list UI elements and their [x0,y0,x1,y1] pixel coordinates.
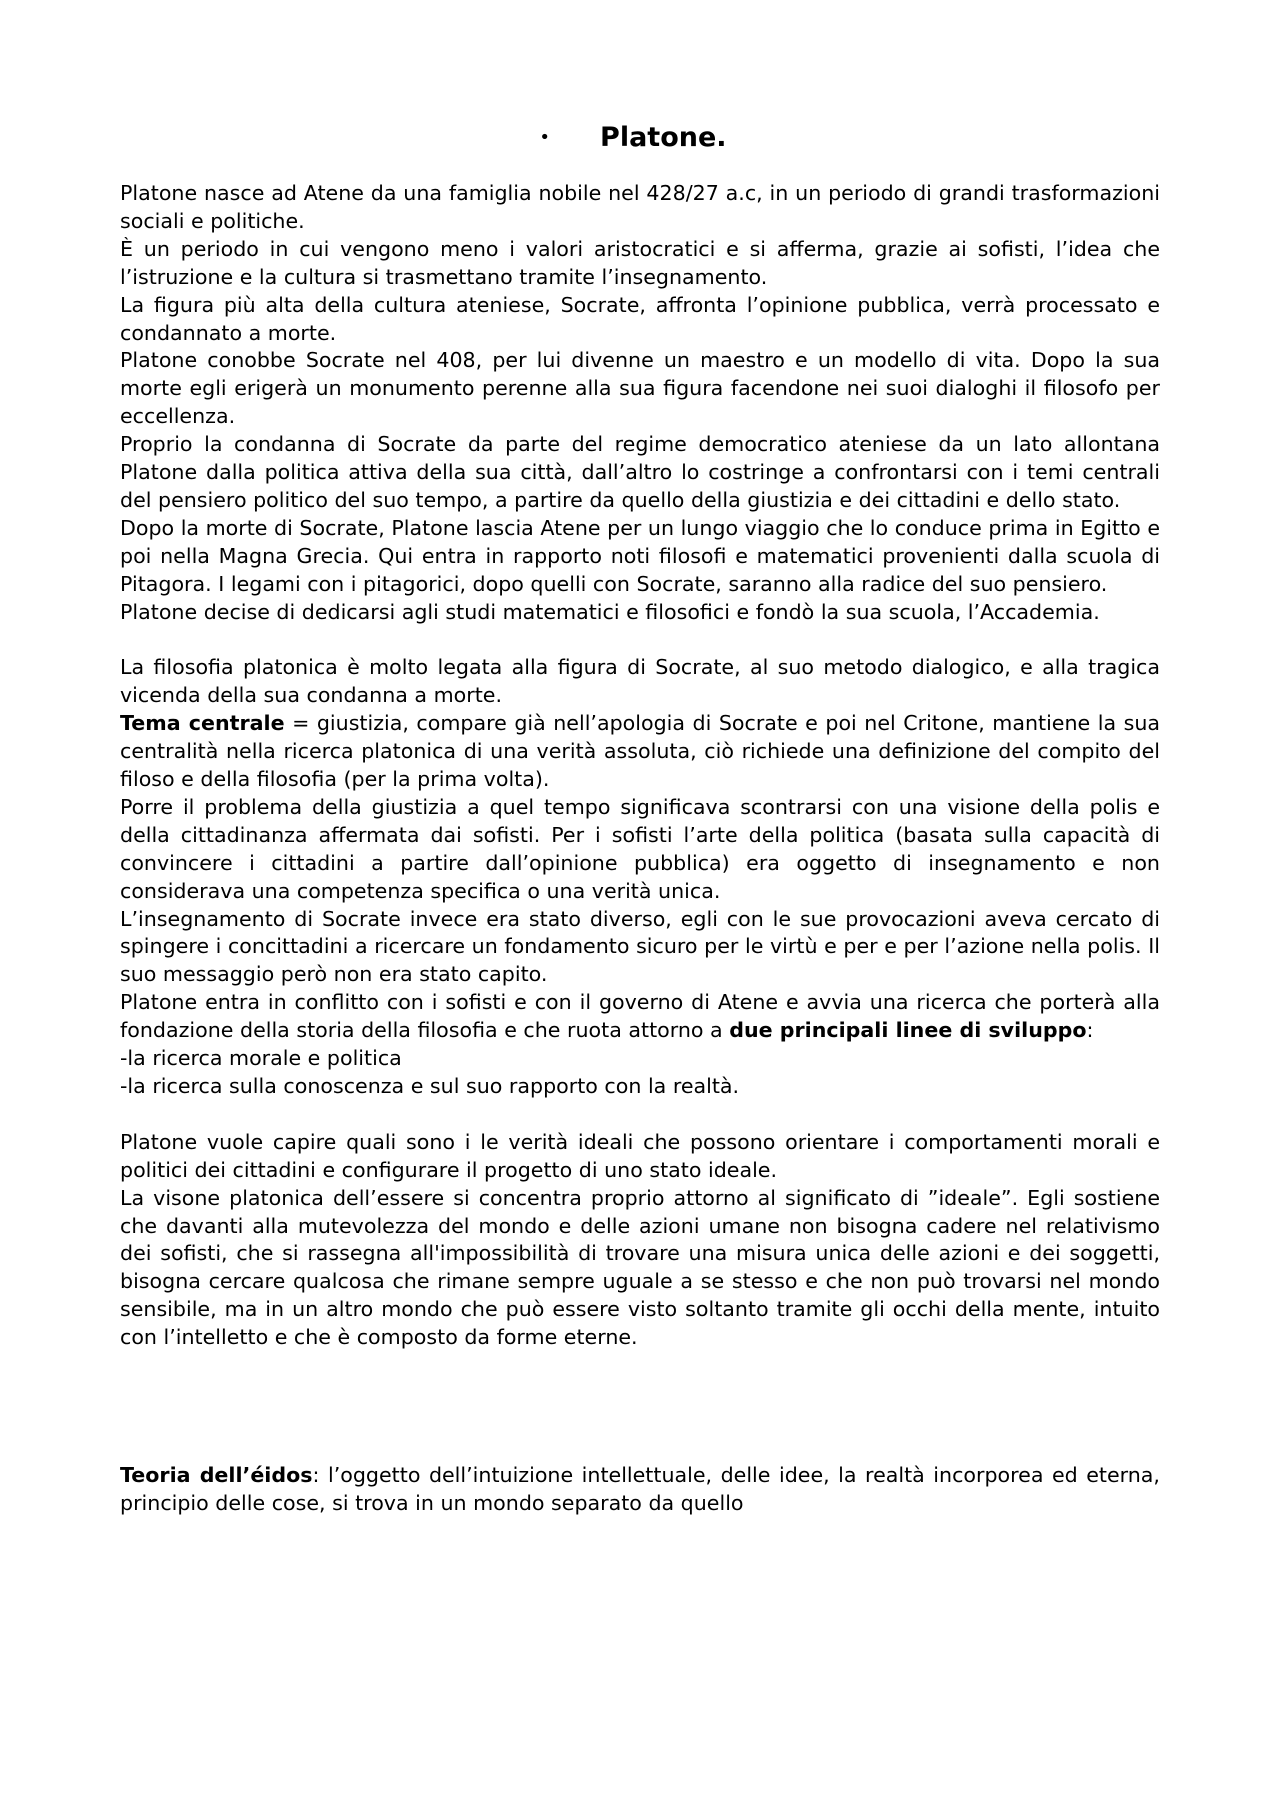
paragraph: È un periodo in cui vengono meno i valori aristocratici e si afferma, grazie ai sofisti, l’idea che l’istruzione e la cultura si trasmettano tramite l’insegnamento. [120,236,1160,289]
paragraph: Platone nasce ad Atene da una famiglia nobile nel 428/27 a.c, in un periodo di grandi trasformazioni sociali e politiche. [120,181,1160,233]
paragraph: La visone platonica dell’essere si concentra proprio attorno al significato di ”ideale”. Egli sostiene che davanti alla mutevolezza del mondo e delle azioni umane non bisogna cadere nel relativismo dei sofisti, che si rassegna all'impossibilità di trovare una misura unica delle azioni e dei soggetti, bisogna cercare qualcosa che rimane sempre uguale a se stesso e che non può trovarsi nel mondo sensibile, ma in un altro mondo che può essere visto soltanto tramite gli occhi della mente, intuito con l’intelletto e che è composto da forme eterne. [120,1185,1160,1350]
paragraph-text: : [1086,1018,1094,1043]
blank-line [120,627,1160,655]
list-item: -la ricerca morale e politica [120,1046,402,1071]
paragraph: La figura più alta della cultura ateniese, Socrate, affronta l’opinione pubblica, verrà processato e condannato a morte. [120,292,1160,345]
page-title [0,118,1280,161]
bold-term: Tema centrale [120,711,285,736]
paragraph [120,1462,1160,1518]
bullet-icon: • [539,127,551,148]
blank-line [120,1101,1160,1129]
paragraph-text: : l’oggetto dell’intuizione intellettuale, delle idee, la realtà incorporea ed eterna, principio delle cose, si trova in un mondo separato da quello [120,1463,1160,1515]
title-text: Platone. [600,122,727,153]
bold-term: Teoria dell’éidos [120,1463,313,1488]
paragraph-text: Platone entra in conflitto con i sofisti e con il governo di Atene e avvia una ricerca che porterà alla fondazione della storia della filosofia e che ruota attorno a [120,990,1160,1043]
paragraph: Platone decise di dedicarsi agli studi matematici e filosofici e fondò la sua scuola, l’Accademia. [120,599,1100,624]
paragraph [120,989,1160,1045]
paragraph: Platone conobbe Socrate nel 408, per lui divenne un maestro e un modello di vita. Dopo la sua morte egli erigerà un monumento perenne alla sua figura facendone nei suoi dialoghi il filosofo per eccellenza. [120,348,1160,429]
paragraph-text: = giustizia, compare già nell’apologia di Socrate e poi nel Critone, mantiene la sua centralità nella ricerca platonica di una verità assoluta, ciò richiede una definizione del compito del filoso e della filosofia (per la prima volta). [120,711,1160,792]
paragraph: La filosofia platonica è molto legata alla figura di Socrate, al suo metodo dialogico, e alla tragica vicenda della sua condanna a morte. [120,655,1160,708]
document-body [120,180,1160,1518]
paragraph: Porre il problema della giustizia a quel tempo significava scontrarsi con una visione della polis e della cittadinanza affermata dai sofisti. Per i sofisti l’arte della politica (basata sulla capacità di convincere i cittadini a partire dall’opinione pubblica) era oggetto di insegnamento e non considerava una competenza specifica o una verità unica. [120,794,1160,903]
paragraph: Dopo la morte di Socrate, Platone lascia Atene per un lungo viaggio che lo conduce prima in Egitto e poi nella Magna Grecia. Qui entra in rapporto noti filosofi e matematici provenienti dalla scuola di Pitagora. I legami con i pitagorici, dopo quelli con Socrate, saranno alla radice del suo pensiero. [120,515,1160,596]
bold-term: due principali linee di sviluppo [729,1018,1087,1043]
blank-space [120,1352,1160,1462]
paragraph: L’insegnamento di Socrate invece era stato diverso, egli con le sue provocazioni aveva cercato di spingere i concittadini a ricercare un fondamento sicuro per le virtù e per e per l’azione nella polis. Il suo messaggio però non era stato capito. [120,906,1160,987]
paragraph [120,710,1160,794]
list-item: -la ricerca sulla conoscenza e sul suo rapporto con la realtà. [120,1073,740,1098]
paragraph: Proprio la condanna di Socrate da parte del regime democratico ateniese da un lato allontana Platone dalla politica attiva della sua città, dall’altro lo costringe a confrontarsi con i temi centrali del pensiero politico del suo tempo, a partire da quello della giustizia e dei cittadini e dello stato. [120,432,1160,512]
paragraph: Platone vuole capire quali sono i le verità ideali che possono orientare i comportamenti morali e politici dei cittadini e configurare il progetto di uno stato ideale. [120,1129,1160,1182]
